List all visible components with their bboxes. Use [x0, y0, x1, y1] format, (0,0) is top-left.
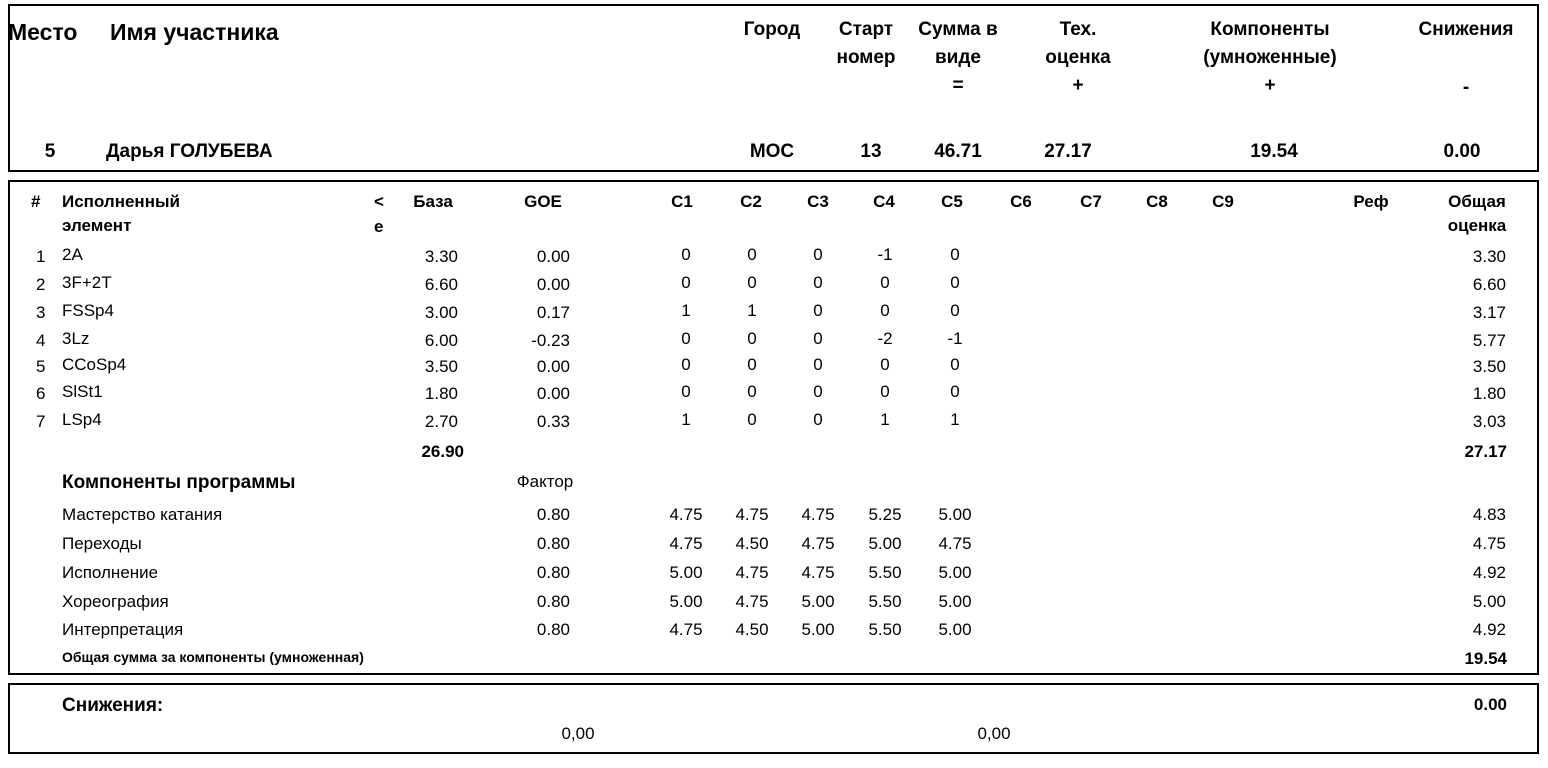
component-factor: 0.80 [536, 563, 570, 582]
element-judge-4-mark: 0 [880, 301, 890, 320]
col-judge-4-header: C4 [873, 192, 895, 211]
element-judge-2-mark: 0 [747, 245, 757, 264]
element-judge-4-mark: -1 [877, 245, 893, 264]
element-judge-1-mark: 0 [681, 273, 691, 292]
element-row-number: 5 [36, 357, 46, 376]
element-judge-5-mark: 0 [950, 273, 960, 292]
col-judge-5-header: C5 [941, 192, 963, 211]
components-sign: + [1264, 75, 1276, 96]
element-judge-2-mark: 1 [747, 301, 757, 320]
col-element-header-1: Исполненный [62, 192, 180, 211]
element-row-number: 1 [36, 247, 46, 266]
element-judge-5-mark: 0 [950, 301, 960, 320]
element-goe: 0.00 [536, 247, 570, 266]
segment-score-header-2: виде [935, 47, 981, 68]
col-judge-6-header: C6 [1010, 192, 1032, 211]
start-number-header-2: номер [836, 47, 896, 68]
element-score: 3.03 [1472, 412, 1506, 431]
element-judge-4-mark: -2 [877, 329, 893, 348]
component-name: Исполнение [62, 563, 159, 582]
element-row-number: 6 [36, 384, 46, 403]
deduction-value-2: 0,00 [977, 724, 1011, 743]
element-judge-3-mark: 0 [813, 329, 823, 348]
element-judge-2-mark: 0 [747, 382, 757, 401]
element-judge-3-mark: 0 [813, 355, 823, 374]
components-total-label: Общая сумма за компоненты (умноженная) [62, 649, 364, 665]
component-judge-1-mark: 4.75 [669, 620, 703, 639]
component-judge-5-mark: 5.00 [938, 505, 972, 524]
skater-name: Дарья ГОЛУБЕВА [106, 141, 273, 162]
element-goe: -0.23 [531, 331, 570, 350]
tech-score-header-1: Тех. [1059, 19, 1097, 40]
component-judge-5-mark: 4.75 [938, 534, 972, 553]
component-judge-4-mark: 5.50 [868, 563, 902, 582]
element-judge-3-mark: 0 [813, 273, 823, 292]
element-judge-1-mark: 0 [681, 245, 691, 264]
element-code: 3Lz [62, 329, 90, 348]
element-judge-1-mark: 0 [681, 355, 691, 374]
col-judge-2-header: C2 [740, 192, 762, 211]
place-header: Место [8, 19, 78, 45]
element-code: 3F+2T [62, 273, 112, 292]
element-score: 3.17 [1472, 303, 1506, 322]
component-judge-3-mark: 5.00 [801, 620, 835, 639]
element-code: CCoSp4 [62, 355, 127, 374]
element-judge-1-mark: 0 [681, 329, 691, 348]
element-judge-5-mark: 0 [950, 245, 960, 264]
element-judge-4-mark: 1 [880, 410, 890, 429]
element-judge-1-mark: 0 [681, 382, 691, 401]
element-judge-2-mark: 0 [747, 355, 757, 374]
element-score: 1.80 [1472, 384, 1506, 403]
element-base-value: 3.00 [424, 303, 458, 322]
components-title: Компоненты программы [62, 472, 296, 493]
element-code: FSSp4 [62, 301, 114, 320]
element-judge-4-mark: 0 [880, 355, 890, 374]
component-name: Интерпретация [62, 620, 184, 639]
city-header: Город [743, 19, 801, 40]
component-factor: 0.80 [536, 592, 570, 611]
component-score: 4.83 [1472, 505, 1506, 524]
element-judge-5-mark: 0 [950, 382, 960, 401]
element-base-value: 6.00 [424, 331, 458, 350]
segment-score-header-1: Сумма в [918, 19, 998, 40]
element-judge-3-mark: 0 [813, 382, 823, 401]
skater-start-number: 13 [860, 141, 882, 162]
component-factor: 0.80 [536, 505, 570, 524]
elements-score-total: 27.17 [1464, 442, 1507, 461]
col-element-header-2: элемент [62, 216, 132, 235]
skater-place: 5 [44, 141, 56, 162]
component-score: 4.75 [1472, 534, 1506, 553]
component-judge-4-mark: 5.25 [868, 505, 902, 524]
element-base-value: 1.80 [424, 384, 458, 403]
base-total: 26.90 [421, 442, 464, 461]
element-score: 6.60 [1472, 275, 1506, 294]
skater-city: MOC [749, 141, 795, 162]
deductions-total: 0.00 [1473, 695, 1507, 714]
component-judge-3-mark: 5.00 [801, 592, 835, 611]
component-judge-1-mark: 5.00 [669, 592, 703, 611]
element-row-number: 4 [36, 331, 46, 350]
element-score: 5.77 [1472, 331, 1506, 350]
component-factor: 0.80 [536, 620, 570, 639]
deductions-label: Снижения: [62, 695, 164, 716]
element-judge-5-mark: 1 [950, 410, 960, 429]
skater-deductions: 0.00 [1443, 141, 1481, 162]
element-judge-3-mark: 0 [813, 245, 823, 264]
col-judge-7-header: C7 [1080, 192, 1102, 211]
component-judge-2-mark: 4.50 [735, 620, 769, 639]
element-goe: 0.00 [536, 384, 570, 403]
element-code: SlSt1 [62, 382, 103, 401]
component-judge-1-mark: 4.75 [669, 534, 703, 553]
component-name: Переходы [62, 534, 142, 553]
component-judge-5-mark: 5.00 [938, 620, 972, 639]
component-judge-3-mark: 4.75 [801, 534, 835, 553]
component-name: Мастерство катания [62, 505, 223, 524]
element-judge-2-mark: 0 [747, 273, 757, 292]
col-judge-3-header: C3 [807, 192, 829, 211]
element-judge-1-mark: 1 [681, 301, 691, 320]
component-judge-5-mark: 5.00 [938, 592, 972, 611]
component-judge-4-mark: 5.50 [868, 592, 902, 611]
col-total-header-2: оценка [1447, 216, 1507, 235]
skater-tech-score: 27.17 [1044, 141, 1092, 162]
element-judge-4-mark: 0 [880, 382, 890, 401]
segment-score-sign: = [952, 75, 964, 96]
deductions-sign: - [1462, 77, 1470, 98]
skater-total-score: 46.71 [934, 141, 982, 162]
tech-score-header-2: оценка [1045, 47, 1111, 68]
component-judge-4-mark: 5.00 [868, 534, 902, 553]
col-judge-8-header: C8 [1146, 192, 1168, 211]
element-goe: 0.33 [536, 412, 570, 431]
element-base-value: 6.60 [424, 275, 458, 294]
element-code: 2A [62, 245, 83, 264]
component-judge-3-mark: 4.75 [801, 505, 835, 524]
element-judge-1-mark: 1 [681, 410, 691, 429]
factor-header: Фактор [516, 472, 574, 491]
deductions-header: Снижения [1418, 19, 1514, 40]
element-base-value: 2.70 [424, 412, 458, 431]
element-base-value: 3.30 [424, 247, 458, 266]
component-judge-4-mark: 5.50 [868, 620, 902, 639]
component-judge-1-mark: 5.00 [669, 563, 703, 582]
name-header: Имя участника [110, 19, 279, 45]
component-judge-2-mark: 4.50 [735, 534, 769, 553]
deduction-value-1: 0,00 [561, 724, 595, 743]
col-ref-header: Реф [1353, 192, 1389, 211]
component-judge-3-mark: 4.75 [801, 563, 835, 582]
element-score: 3.30 [1472, 247, 1506, 266]
col-info-header-1: < [374, 192, 384, 211]
skater-components-score: 19.54 [1250, 141, 1298, 162]
element-goe: 0.00 [536, 357, 570, 376]
col-judge-1-header: C1 [671, 192, 693, 211]
component-name: Хореография [62, 592, 169, 611]
element-base-value: 3.50 [424, 357, 458, 376]
element-goe: 0.00 [536, 275, 570, 294]
component-score: 4.92 [1472, 620, 1506, 639]
col-goe-header: GOE [524, 192, 562, 211]
element-goe: 0.17 [536, 303, 570, 322]
element-judge-4-mark: 0 [880, 273, 890, 292]
element-row-number: 2 [36, 275, 46, 294]
col-judge-9-header: C9 [1212, 192, 1234, 211]
col-num-header: # [31, 192, 41, 211]
components-header-1: Компоненты [1210, 19, 1330, 40]
deductions-box [8, 683, 1539, 754]
component-judge-2-mark: 4.75 [735, 505, 769, 524]
element-judge-5-mark: 0 [950, 355, 960, 374]
element-judge-2-mark: 0 [747, 410, 757, 429]
component-factor: 0.80 [536, 534, 570, 553]
component-judge-5-mark: 5.00 [938, 563, 972, 582]
element-code: LSp4 [62, 410, 102, 429]
tech-score-sign: + [1072, 75, 1084, 96]
element-judge-2-mark: 0 [747, 329, 757, 348]
component-judge-2-mark: 4.75 [735, 592, 769, 611]
col-total-header-1: Общая [1448, 192, 1506, 211]
component-judge-2-mark: 4.75 [735, 563, 769, 582]
components-header-2: (умноженные) [1203, 47, 1337, 68]
col-info-header-2: e [374, 217, 384, 236]
element-row-number: 3 [36, 303, 46, 322]
component-score: 4.92 [1472, 563, 1506, 582]
element-score: 3.50 [1472, 357, 1506, 376]
component-judge-1-mark: 4.75 [669, 505, 703, 524]
col-base-header: База [413, 192, 453, 211]
start-number-header-1: Старт [838, 19, 894, 40]
element-judge-3-mark: 0 [813, 301, 823, 320]
element-row-number: 7 [36, 412, 46, 431]
element-judge-5-mark: -1 [947, 329, 963, 348]
element-judge-3-mark: 0 [813, 410, 823, 429]
components-total: 19.54 [1464, 649, 1507, 668]
component-score: 5.00 [1472, 592, 1506, 611]
